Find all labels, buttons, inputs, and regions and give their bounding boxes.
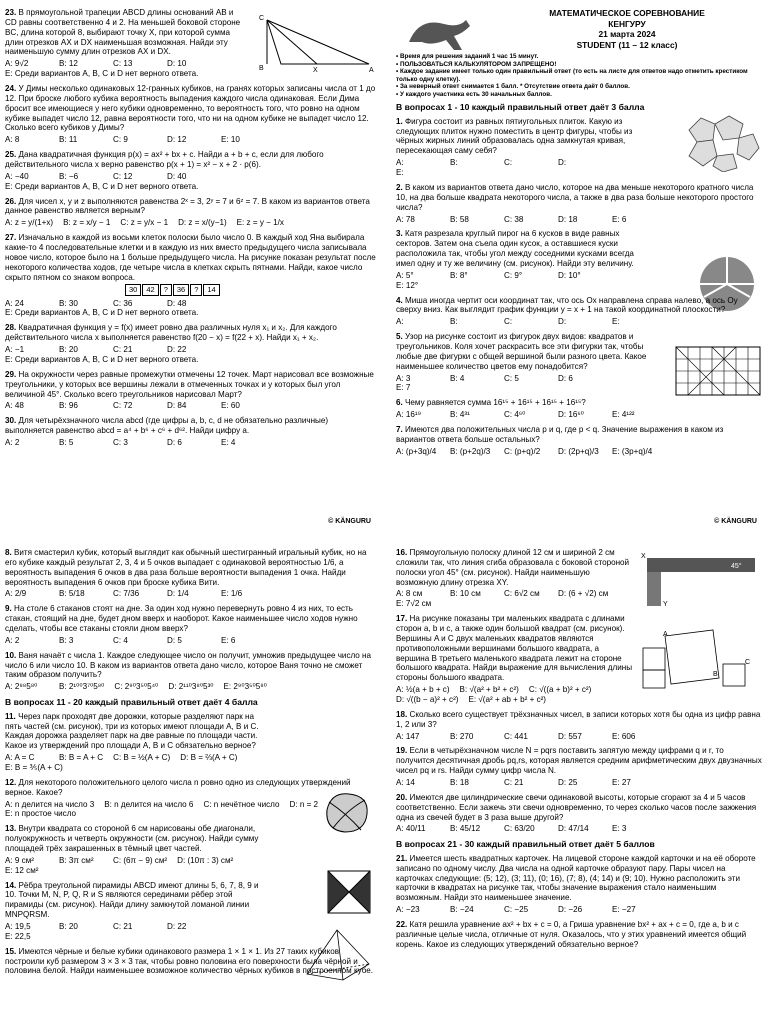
answer-options (5, 135, 377, 145)
svg-text:X: X (641, 553, 646, 560)
answer-option: D: 16⁶⁰ (558, 410, 584, 420)
answer-option: A: 16¹⁹ (396, 410, 422, 420)
svg-text:B: B (713, 671, 718, 678)
problem-number: 3. (396, 229, 403, 239)
problem-8 (5, 548, 377, 599)
problem-29 (5, 370, 377, 411)
answer-option: C: 5 (504, 373, 519, 383)
answer-option: E: −27 (612, 905, 636, 915)
problem-number: 12. (5, 777, 17, 787)
answer-option: A: 19,5 (5, 921, 31, 931)
problem-26 (5, 197, 377, 229)
strip-cell: 36 (173, 284, 189, 295)
problem-12 (5, 778, 377, 819)
problem-18 (396, 710, 763, 742)
svg-text:A: A (369, 67, 374, 74)
problem-22 (396, 920, 763, 950)
problem-text: Катя решила уравнение ax² + bx + c = 0, а Гриша уравнение bx² + ax + c = 0, где a, b и c различные целые числа, отличные от нуля. Оказалось, что у этих уравнений имеется общий корень. Какое из следующих утверждений обязательно верное? (396, 919, 747, 949)
problem-17 (396, 614, 763, 705)
problem-1 (396, 117, 763, 178)
problem-number: 5. (396, 332, 403, 342)
answer-option: A: n делится на число 3 (5, 799, 95, 809)
answer-option: E: 12° (396, 280, 419, 290)
problem-30 (5, 416, 377, 448)
answer-option: C: 12 (113, 171, 133, 181)
answer-option: A: A = C (5, 753, 35, 763)
answer-option: C: 7/36 (113, 589, 140, 599)
answer-option: D: 84 (167, 401, 187, 411)
problem-text: У Димы несколько одинаковых 12-гранных кубиков, на гранях которых записаны числа от 1 до 12. При броске любого кубика вероятность выпадения каждого числа одинаковая. Если Дима бросит все имеющиеся у него кубики одновременно, то вероятность того, что ровно на одном кубике выпадет число 12, равна вероятности того, что ни на одном кубике не выпадет число 12. Сколько всего кубиков у Димы? (5, 84, 376, 133)
answer-option: D: 25 (558, 778, 578, 788)
answer-option: C: 36 (113, 298, 133, 308)
problem-19 (396, 746, 763, 787)
problem-text: В каком из вариантов ответа дано число, которое на два меньше некоторого кратного числа 10, на два больше квадрата некоторого числа, а также в два раза больше некоторого простого числа? (396, 182, 754, 212)
answer-options (5, 636, 377, 646)
answer-option: B: 45/12 (450, 824, 481, 834)
problem-number: 27. (5, 233, 17, 243)
answer-option: E: √(a² + ab + b² + c²) (468, 695, 547, 705)
answer-option: D: 10 (167, 59, 187, 69)
section-heading-1: В вопросах 1 - 10 каждый правильный ответ даёт 3 балла (396, 102, 645, 113)
answer-option: D: 22 (167, 921, 187, 931)
answer-option: C: 38 (504, 214, 524, 224)
answer-option: C: (6π − 9) см² (113, 855, 168, 865)
answer-option: C: 21 (504, 778, 524, 788)
problem-text: Миша иногда чертит оси координат так, что ось Ox направлена справа налево, а ось Oy сверху вниз. Как выглядит график функции y = x + 1 на такой координатной плоскости? (396, 295, 738, 315)
answer-option: D: B = ⅔(A + C) (180, 753, 238, 763)
answer-option-e: E: Среди вариантов A, B, C и D нет верного ответа. (5, 69, 199, 79)
svg-text:B: B (259, 65, 264, 72)
page-top-right (396, 8, 763, 528)
problem-number: 23. (5, 8, 17, 17)
problem-number: 1. (396, 116, 403, 126)
header-level: STUDENT (11 – 12 класс) (576, 39, 678, 50)
problem-10 (5, 651, 377, 692)
answer-options (396, 271, 648, 291)
answer-option: C: (504, 317, 513, 327)
strip-cell: 42 (142, 284, 158, 295)
answer-option: E: 27 (612, 778, 631, 788)
answer-options (396, 685, 633, 705)
problem-text: Прямоугольную полоску длиной 12 см и шириной 2 см сложили так, что линия сгиба образовала с боковой стороной полоски угол 45° (см. рисунок). Найди наименьшую возможную длину отрезка XY. (396, 548, 630, 587)
page-top-left (5, 8, 377, 528)
answer-option: E: (612, 317, 620, 327)
answer-option: C: B = ½(A + C) (113, 753, 171, 763)
problem-text: Рёбра треугольной пирамиды ABCD имеют длины 5, 6, 7, 8, 9 и 10. Точки M, N, P, Q, R и S являются серединами рёбер этой пирамиды (см. рисунок). Найди длину замкнутой ломаной линии MNPQRSM. (5, 880, 259, 920)
answer-option: E: 4 (221, 437, 236, 447)
answer-option: C: √((a + b)² + c²) (528, 685, 592, 695)
answer-option: C: 2⁹⁰3⁵⁰5⁴⁰ (114, 682, 159, 692)
problem-number: 22. (396, 919, 408, 929)
answer-options (5, 856, 262, 876)
answer-option: E: 6 (612, 214, 627, 224)
answer-options (5, 753, 262, 773)
problem-text: Имеются чёрные и белые кубики одинакового размера 1 × 1 × 1. Из 27 таких кубиков построили куб размером 3 × 3 × 3 так, чтобы ровно половина его поверхности была чёрной и половина белой. Найди наименьшее возможное количество чёрных кубиков в построенном кубе. (5, 946, 374, 976)
answer-options (396, 589, 633, 609)
strip-cell: 14 (203, 284, 219, 295)
problem-3 (396, 229, 763, 290)
problem-21 (396, 854, 763, 915)
problem-number: 9. (5, 604, 12, 614)
answer-options (396, 732, 763, 742)
answer-option: B: 8° (450, 270, 468, 280)
answer-options (396, 317, 763, 327)
answer-option: C: 6√2 см (504, 589, 540, 599)
answer-option: C: 9° (504, 270, 523, 280)
answer-option: D: (10π : 3) см² (177, 855, 234, 865)
problem-number: 30. (5, 416, 17, 426)
problem-number: 8. (5, 548, 12, 557)
problem-text: Сколько всего существует трёхзначных чисел, в записи которых хотя бы одна из цифр равна 1, 2 или 3? (396, 709, 761, 729)
problem-number: 13. (5, 824, 17, 834)
answer-option: A: 5° (396, 270, 414, 280)
answer-options (396, 778, 763, 788)
answer-option: A: −40 (5, 171, 29, 181)
problem-text: Имеются две цилиндрические свечи одинаковой высоты, которые сгорают за 4 и 5 часов соответственно. Если зажечь эти свечи одновременно, то через сколько часов после зажжения одна из свечей будет в 3 раза выше другой? (396, 792, 757, 822)
answer-option: E: 6 (221, 635, 236, 645)
answer-option: A: (396, 158, 404, 168)
answer-option: B: 96 (59, 401, 78, 411)
answer-option: B: 58 (450, 214, 469, 224)
problem-number: 6. (396, 398, 403, 408)
problem-13 (5, 824, 377, 875)
problem-5 (396, 332, 763, 393)
answer-options (5, 682, 377, 692)
answer-option: B: −24 (450, 905, 474, 915)
problem-text: Для чисел x, y и z выполняются равенства 2ˣ = 3, 2ʸ = 7 и 6ᶻ = 7. В каком из вариантов ответа данное равенство является верным? (5, 196, 370, 216)
answer-option: B: 20 (59, 921, 78, 931)
header-subtitle: КЕНГУРУ (608, 18, 646, 29)
problem-number: 26. (5, 196, 17, 206)
answer-option: E: B = ⅗(A + C) (5, 762, 63, 772)
page-bottom-right (396, 548, 763, 1024)
answer-option: E: 606 (612, 731, 636, 741)
section-heading-3: В вопросах 21 - 30 каждый правильный ответ даёт 5 баллов (396, 839, 655, 850)
problem-number: 4. (396, 295, 403, 305)
problem-text: В прямоугольной трапеции ABCD длины оснований AB и CD равны соответственно 4 и 2. На меньшей боковой стороне BC, длина которой 8, выбирают точку X, при которой сумма длин отрезков AX и DX наименьшая возможная. Найди эту наименьшую сумму длин отрезков AX и DX. (5, 8, 241, 57)
answer-option: A: 2 (5, 437, 20, 447)
answer-options (5, 401, 377, 411)
problem-number: 20. (396, 792, 408, 802)
answer-option: D: 5 (167, 635, 182, 645)
answer-option: D: 47/14 (558, 824, 589, 834)
header-date: 21 марта 2024 (598, 29, 656, 39)
answer-option: B: 5 (59, 437, 74, 447)
problem-14 (5, 881, 377, 942)
problem-text: Имеется шесть квадратных карточек. На лицевой стороне каждой карточки и на её обороте записано по одному числу. Два числа на одной карточке образуют пару. Пары чисел на карточках следующие: (5; 12), (3; 11), (0; 16), (7; 8), (4; 14) и (9; 10). Нужно расположить эти карточки в квадратах на рисунке так, чтобы значение выражения стало наименьшим возможным. Найди это наименьшее значение. (396, 853, 756, 903)
answer-option: E: (396, 168, 404, 178)
problem-text: На столе 6 стаканов стоят на дне. За один ход нужно перевернуть ровно 4 из них, то есть стакан, стоящий на дне, будет дном вверх и наоборот. Какое наименьшее число ходов нужно сделать, чтобы все стаканы стояли дном вверх? (5, 604, 358, 634)
problem-23 (5, 8, 377, 79)
answer-option: D: 557 (558, 731, 582, 741)
answer-options (5, 922, 262, 942)
number-strip (125, 284, 377, 295)
rule-item: • Время для решения заданий 1 час 15 минут. (396, 53, 539, 60)
problem-7 (396, 425, 763, 457)
problem-text: Внутри квадрата со стороной 6 см нарисованы обе диагонали, полуокружность и четверть окружности (см. рисунок). Найди сумму площадей трёх закрашенных в тёмный цвет частей. (5, 824, 259, 853)
answer-option: D: 22 (167, 345, 187, 355)
problem-number: 11. (5, 711, 16, 721)
answer-options (396, 824, 763, 834)
problem-number: 7. (396, 424, 403, 434)
svg-text:C: C (259, 15, 265, 22)
svg-text:X: X (313, 67, 318, 74)
problem-text: Имеются два положительных числа p и q, где p < q. Значение выражения в каком из вариантов ответа больше остальных? (396, 424, 724, 444)
answer-option: D: (6 + √2) см (558, 589, 609, 599)
answer-option: A: 78 (396, 214, 415, 224)
answer-option: B: z = x/y − 1 (63, 218, 111, 228)
problem-text: На рисунке показаны три маленьких квадрата с длинами сторон a, b и c, а также один большой квадрат (см. рисунок). Вершины A и C двух маленьких квадратов являются противоположными вершинами большого квадрата, а вершина B третьего маленького квадрата лежит на стороне большого квадрата. Найди выражение для вычисления длины стороны большого квадрата. (396, 614, 633, 683)
problem-25 (5, 150, 377, 191)
answer-option: D: −26 (558, 905, 583, 915)
answer-option: A: 48 (5, 401, 24, 411)
answer-option: A: 9√2 (5, 59, 29, 69)
problem-number: 24. (5, 84, 17, 94)
problem-number: 18. (396, 709, 408, 719)
answer-option: C: 4 (113, 635, 128, 645)
answer-option: D: 18 (558, 214, 578, 224)
answer-option: E: 7 (396, 383, 411, 393)
answer-option: C: z = y/x − 1 (120, 218, 169, 228)
problem-number: 28. (5, 323, 17, 333)
answer-option: C: 4⁶⁰ (504, 410, 526, 420)
answer-option: D: (558, 158, 567, 168)
answer-option: C: 441 (504, 731, 528, 741)
page-bottom-left (5, 548, 377, 1024)
answer-option: B: (450, 317, 458, 327)
answer-option: D: 6 (167, 437, 182, 447)
answer-option: B: 18 (450, 778, 469, 788)
answer-option: D: 40 (167, 171, 187, 181)
answer-option: E: z = y − 1/x (236, 218, 284, 228)
answer-option: A: 3 (396, 373, 411, 383)
answer-options (396, 410, 763, 420)
answer-option: C: 9 (113, 135, 128, 145)
answer-option: A: (p+3q)/4 (396, 446, 437, 456)
answer-option: E: (3p+q)/4 (612, 446, 653, 456)
problem-number: 16. (396, 548, 408, 557)
rule-item: • Каждое задание имеет только один правильный ответ (то есть на листе для ответов надо отметить крестиком только одну клетку). (396, 68, 748, 83)
answer-options (396, 447, 763, 457)
problem-text: Для некоторого положительного целого числа n ровно одно из следующих утверждений верное. Какое? (5, 777, 351, 797)
svg-text:Y: Y (663, 601, 668, 608)
answer-option: B: 30 (59, 298, 78, 308)
problem-11 (5, 712, 377, 773)
answer-option: A: −1 (5, 345, 25, 355)
answer-option: C: 63/20 (504, 824, 535, 834)
problem-27 (5, 233, 377, 318)
answer-option: B: B = A + C (59, 753, 104, 763)
problem-number: 25. (5, 150, 17, 160)
strip-cell: ? (190, 284, 202, 295)
header-title: МАТЕМАТИЧЕСКОЕ СОРЕВНОВАНИЕ (549, 8, 705, 18)
problem-24 (5, 84, 377, 145)
answer-option: B: (450, 158, 458, 168)
problem-number: 15. (5, 946, 17, 956)
answer-option: A: ½(a + b + c) (396, 685, 450, 695)
answer-options (5, 800, 377, 820)
answer-option-e: E: Среди вариантов A, B, C и D нет верного ответа. (5, 308, 199, 318)
rules-list (396, 53, 763, 98)
answer-option: E: 22,5 (5, 931, 31, 941)
answer-option: E: 10 (221, 135, 240, 145)
answer-option: A: −23 (396, 905, 420, 915)
answer-option: A: 8 см (396, 589, 423, 599)
problem-text: Чему равняется сумма 16¹⁵ + 16¹⁵ + 16¹⁵ + 16¹⁵? (405, 398, 586, 408)
problem-number: 19. (396, 746, 408, 756)
answer-option: A: 2/9 (5, 589, 27, 599)
answer-options (5, 345, 377, 355)
answer-option: B: 270 (450, 731, 474, 741)
answer-option: C: 3 (113, 437, 128, 447)
answer-option: B: √(a² + b² + c²) (459, 685, 519, 695)
answer-option: B: 3 (59, 635, 74, 645)
answer-option: E: 2⁹⁰3⁵⁰5⁸⁰ (223, 682, 267, 692)
svg-text:45°: 45° (731, 563, 742, 570)
problem-text: Квадратичная функция y = f(x) имеет ровно два различных нуля x₁ и x₂. Для каждого действительного числа x выполняется равенство f(20 − x) = f(22 + x). Найди x₁ + x₂. (5, 323, 337, 343)
problem-text: Дана квадратичная функция p(x) = ax² + bx + c. Найди a + b + c, если для любого действительного числа x верно равенство p(x + 1) = x² − x + 2 · p(6). (5, 150, 324, 170)
problem-number: 17. (396, 614, 408, 624)
problem-number: 2. (396, 182, 403, 192)
rule-item: • У каждого участника есть 30 начальных баллов. (396, 90, 552, 98)
svg-text:C: C (745, 659, 751, 666)
problem-number: 29. (5, 369, 17, 379)
answer-option: D: z = x/(y−1) (178, 218, 227, 228)
problem-text: Для четырёхзначного числа abcd (где цифры a, b, c, d не обязательно различные) выполняется равенство abcd = a⁴ + b⁶ + c⁶ + d⁶². Найди цифру a. (5, 416, 329, 436)
problem-text: Фигура состоит из равных пятиугольных плиток. Какую из следующих плиток нужно поместить в центр фигуры, чтобы из чёрных жирных линий образовалась одна замкнутая кривая, пересекающая саму себя? (396, 116, 633, 156)
problem-text: Витя смастерил кубик, который выглядит как обычный шестигранный игральный кубик, но на его кубике каждый результат 2, 3, 4 и 5 очков выпадает с одинаковой вероятностью 1/6, а вероятность выпадения 6 очков в два раза больше вероятности выпадения 1 очка. Найди вероятность выпадения 6 очков при броске кубика Вити. (5, 548, 367, 587)
answer-options (396, 215, 763, 225)
footer-brand: © KÄNGURU (328, 518, 371, 525)
answer-option: D: 48 (167, 298, 187, 308)
answer-option: A: 24 (5, 298, 24, 308)
answer-options (5, 589, 377, 599)
answer-option: A: 8 (5, 135, 20, 145)
answer-option: B: 12 (59, 59, 78, 69)
answer-option: B: −6 (59, 171, 79, 181)
answer-option: A: (396, 317, 404, 327)
answer-option: C: 21 (113, 345, 133, 355)
answer-option: C: (504, 158, 513, 168)
answer-option: B: 10 см (450, 589, 481, 599)
problem-text: Узор на рисунке состоит из фигурок двух видов: квадратов и треугольников. Коля хочет раскрасить все эти фигурки так, чтобы любые две фигурки с общей вершиной были разного цвета. Какое наименьшее количество цветов ему понадобится? (396, 332, 647, 371)
answer-option: C: 13 (113, 59, 133, 69)
answer-option: E: 60 (221, 401, 240, 411)
problem-number: 14. (5, 880, 17, 890)
answer-option: E: 4¹²² (612, 410, 635, 420)
answer-option: C: (p+q)/2 (504, 446, 541, 456)
footer-brand: © KÄNGURU (714, 518, 757, 525)
answer-option: C: n нечётное число (203, 799, 280, 809)
answer-options (396, 905, 763, 915)
answer-options (5, 299, 377, 309)
answer-options (5, 59, 247, 69)
problem-6 (396, 398, 763, 420)
answer-option: B: n делится на число 6 (104, 799, 194, 809)
answer-option: C: 21 (113, 921, 133, 931)
answer-options (396, 158, 648, 178)
answer-option-e: E: Среди вариантов A, B, C и D нет верного ответа. (5, 354, 199, 364)
rule-item: • ПОЛЬЗОВАТЬСЯ КАЛЬКУЛЯТОРОМ ЗАПРЕЩЕНО! (396, 60, 557, 68)
problem-number: 10. (5, 650, 17, 660)
answer-option: B: 11 (59, 135, 78, 145)
answer-option: E: 3 (612, 824, 627, 834)
problem-number: 21. (396, 853, 408, 863)
problem-20 (396, 793, 763, 834)
answer-options (5, 172, 377, 182)
problem-text: На окружности через равные промежутки отмечены 12 точек. Март нарисовал все возможные треугольники, у которых все вершины лежали в отмеченных точках и у которых был угол величиной 45°. Сколько всего треугольников нарисовал Март? (5, 369, 374, 399)
answer-option: B: 3π см² (59, 855, 94, 865)
answer-option: E: 12 см² (5, 865, 39, 875)
answer-option-e: E: Среди вариантов A, B, C и D нет верного ответа. (5, 181, 199, 191)
answer-options (396, 374, 648, 394)
answer-option: A: 2 (5, 635, 20, 645)
problem-text: Через парк проходят две дорожки, которые разделяют парк на пять частей (см. рисунок), три из которых имеют площади A, B и C. Каждая дорожка разделяет парк на две равные по площади части. Какое из утверждений про площади A, B и C обязательно верное? (5, 711, 259, 751)
answer-option: A: 40/11 (396, 824, 426, 834)
answer-option: B: (p+2q)/3 (450, 446, 491, 456)
answer-option: A: 9 см² (5, 855, 34, 865)
answer-options (5, 218, 377, 228)
answer-option: D: 1/4 (167, 589, 189, 599)
contest-header (491, 8, 763, 50)
problem-text: Если в четырёхзначном числе N = pqrs поставить запятую между цифрами q и r, то получится десятичная дробь pq,rs, которая является средним арифметическим двух двузначных чисел pq и rs. Найди сумму цифр числа N. (396, 746, 762, 776)
answer-option: E: n простое число (5, 809, 77, 819)
problem-15 (5, 947, 377, 977)
answer-option: D: 12 (167, 135, 187, 145)
answer-option: D: 10° (558, 270, 581, 280)
answer-option: B: 2¹⁰⁰3⁷⁰5⁸⁰ (59, 682, 105, 692)
answer-option: B: 4³¹ (450, 410, 470, 420)
answer-option: B: 5/18 (59, 589, 85, 599)
problem-9 (5, 604, 377, 645)
answer-option: E: 7√2 см (396, 599, 432, 609)
answer-option: A: 147 (396, 731, 420, 741)
answer-option: D: √((b − a)² + c²) (396, 695, 459, 705)
answer-options (5, 438, 377, 448)
problem-text: Ваня начаёт с числа 1. Каждое следующее число он получит, умножив предыдущее число на число 6 или число 10. В каком из вариантов ответа дано число, которое Ваня точно не сможет таким образом получить? (5, 650, 372, 680)
answer-option: D: 6 (558, 373, 573, 383)
problem-text: Изначально в каждой из восьми клеток полоски было число 0. В каждый ход Яна выбирала какие-то 4 последовательные клетки и в каждую из них вместо предыдущего числа записывала новое число, которое было на 1 больше предыдущего числа. На рисунке показан результат после некоторого количества ходов, где четыре числа в клетках скрыть пятнами. Найди, какое число скрыто пятном со знаком вопроса. (5, 233, 376, 282)
answer-option: D: (558, 317, 567, 327)
answer-option: E: 1/6 (221, 589, 243, 599)
answer-option: D: n = 2 (289, 799, 319, 809)
strip-cell: 30 (125, 284, 141, 295)
problem-2 (396, 183, 763, 224)
strip-cell: ? (160, 284, 172, 295)
problem-28 (5, 323, 377, 364)
problem-text: Катя разрезала круглый пирог на 6 кусков в виде равных секторов. Затем она съела один кусок, а оставшиеся куски расположила так, чтобы угол между соседними кусками всегда имел одну и ту же величину (см. рисунок). Найди эту величину. (396, 229, 634, 268)
kangaroo-logo-icon (404, 12, 474, 54)
section-heading-2: В вопросах 11 - 20 каждый правильный ответ даёт 4 балла (5, 697, 258, 708)
answer-option: C: 72 (113, 401, 133, 411)
answer-option: A: z = y/(1+x) (5, 218, 54, 228)
answer-option: D: (2p+q)/3 (558, 446, 599, 456)
problem-4 (396, 296, 763, 328)
answer-option: B: 20 (59, 345, 78, 355)
answer-option: B: 4 (450, 373, 465, 383)
answer-option: A: 2⁸⁸5⁸⁰ (5, 682, 38, 692)
svg-text:A: A (663, 631, 668, 638)
problem-16 (396, 548, 763, 609)
answer-option: A: 14 (396, 778, 415, 788)
answer-option: C: −25 (504, 905, 529, 915)
rule-item: • За неверный ответ снимается 1 балл. * Отсутствие ответа даёт 0 баллов. (396, 83, 630, 91)
answer-option: D: 2¹¹⁰3⁸⁰5³⁰ (168, 682, 214, 692)
